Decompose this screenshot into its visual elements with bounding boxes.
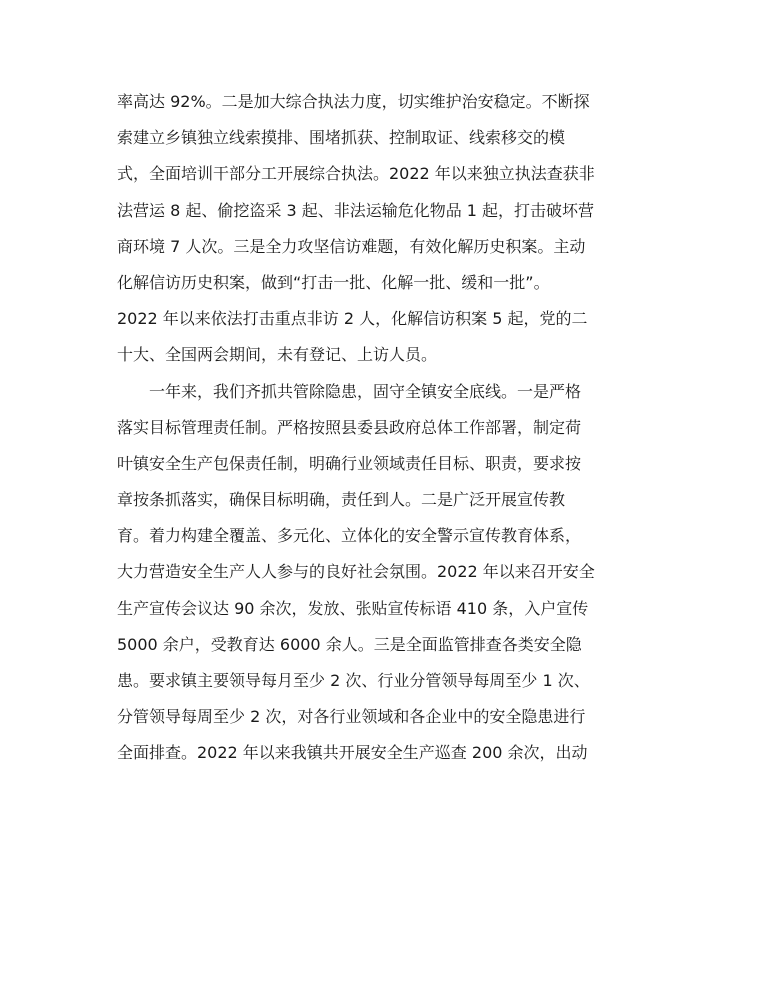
- text-line: 法营运 8 起、偷挖盗采 3 起、非法运输危化物品 1 起，打击破坏营: [117, 200, 595, 220]
- text-line: 率高达 92%。二是加大综合执法力度，切实维护治安稳定。不断探: [117, 92, 590, 111]
- text-line: 叶镇安全生产包保责任制，明确行业领域责任目标、职责，要求按: [117, 453, 582, 473]
- text-line: 化解信访历史积案，做到“打击一批、化解一批、缓和一批”。: [117, 272, 550, 292]
- text-line: 患。要求镇主要领导每月至少 2 次、行业分管领导每周至少 1 次、: [117, 671, 590, 690]
- body-text: [117, 84, 657, 772]
- text-line: 5000 余户，受教育达 6000 余人。三是全面监管排查各类安全隐: [117, 634, 582, 654]
- text-line: 育。着力构建全覆盖、多元化、立体化的安全警示宣传教育体系，: [117, 526, 582, 546]
- text-line: 式，全面培训干部分工开展综合执法。2022 年以来独立执法查获非: [117, 164, 595, 184]
- text-line: 章按条抓落实，确保目标明确，责任到人。二是广泛开展宣传教: [117, 490, 566, 510]
- text-line: 索建立乡镇独立线索摸排、围堵抓获、控制取证、线索移交的模: [117, 128, 566, 148]
- text-line: 商环境 7 人次。三是全力攻坚信访难题，有效化解历史积案。主动: [117, 236, 586, 256]
- text-line: 生产宣传会议达 90 余次，发放、张贴宣传标语 410 条，入户宣传: [117, 598, 589, 618]
- text-line: 全面排查。2022 年以来我镇共开展安全生产巡查 200 余次，出动: [117, 743, 588, 763]
- text-line: 2022 年以来依法打击重点非访 2 人，化解信访积案 5 起，党的二: [117, 309, 588, 329]
- text-line: 落实目标管理责任制。严格按照县委县政府总体工作部署，制定荷: [117, 417, 582, 437]
- text-line: 分管领导每周至少 2 次，对各行业领域和各企业中的安全隐患进行: [117, 707, 586, 727]
- text-line: 十大、全国两会期间，未有登记、上访人员。: [117, 345, 438, 365]
- text-line: 大力营造安全生产人人参与的良好社会氛围。2022 年以来召开安全: [117, 562, 595, 582]
- paragraph-start-line: 一年来，我们齐抓共管除隐患，固守全镇安全底线。一是严格: [117, 381, 582, 401]
